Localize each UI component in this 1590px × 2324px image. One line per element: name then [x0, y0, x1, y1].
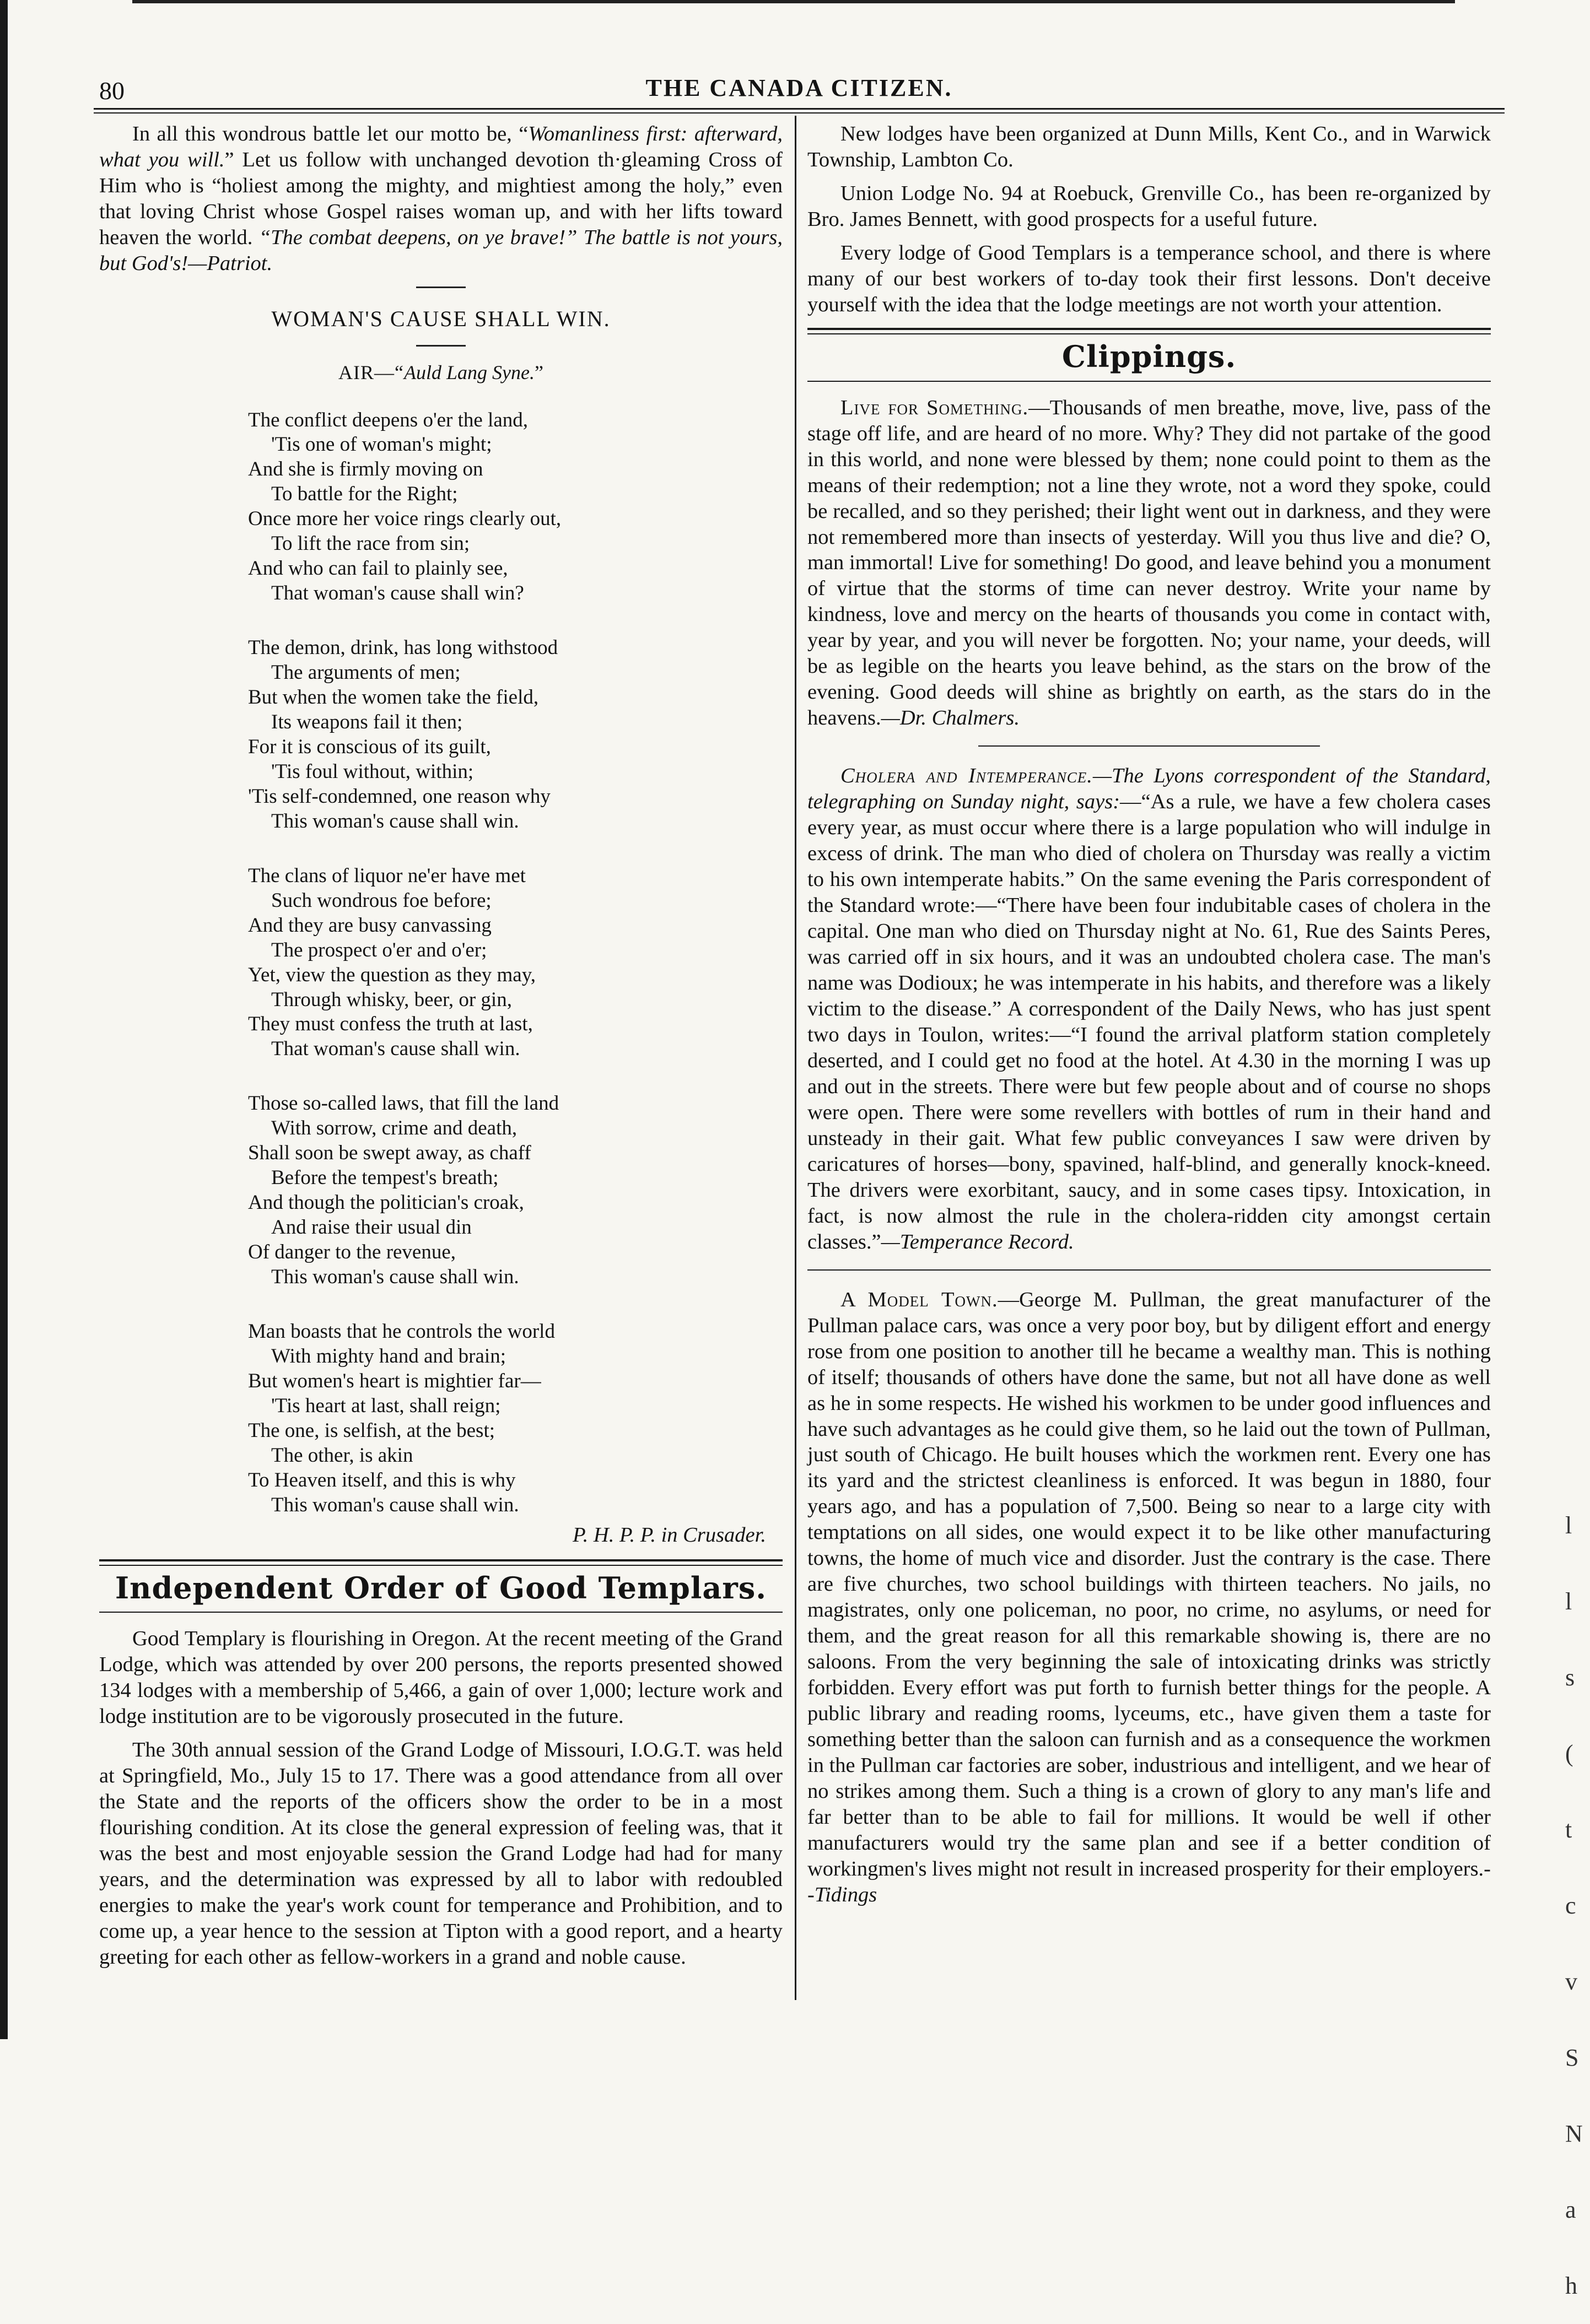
column-divider — [795, 116, 796, 2000]
section-double-rule — [99, 1559, 783, 1566]
cholera-article: Cholera and Intemperance.—The Lyons correspondent of the Standard, telegraphing on Sunday night, says:—“As a rule, we have a few cholera cases every year, as must occur where there is a large population who will indulge in excess of drink. The man who died of cholera on Thursday was really a victim to his own intemperate habits.” On the same evening the Paris correspondent of the Standard wrote:—“There have been four indubitable cases of cholera in the capital. One man who died on Thursday night at No. 61, Rue des Saints Peres, was carried off in six hours, and it was an undoubted cholera case. The man's name was Dodioux; he was intemperate in his habits, and therefore was a likely victim to the disease.” A correspondent of the Daily News, who has just spent two days in Toulon, writes:—“I found the arrival platform station completely deserted, and I could get no food at the hotel. At 4.30 in the morning I was up and out in the streets. There were but few people about and of course no shops were open. There were some revellers with bottles of rum in their hand and unsteady in their gait. What few public conveyances I saw were driven by caricatures of horses—bony, spavined, half-blind, and generally knock-kneed. The drivers were exorbitant, saucy, and in some cases tipsy. Intoxication, in fact, is now almost the rule in the cholera-ridden city amongst certain classes.”—Temperance Record. — [807, 764, 1491, 1253]
article-title: A Model Town. — [840, 1288, 998, 1311]
lodge-paragraph-2: Union Lodge No. 94 at Roebuck, Grenville Co., has been re-organized by Bro. James Bennett, with good prospects for a useful future. — [807, 181, 1491, 231]
clippings-heading: Clippings. — [1061, 338, 1237, 374]
section-rule — [416, 287, 466, 288]
iogt-paragraph-1: Good Templary is flourishing in Oregon. At the recent meeting of the Grand Lodge, which was attended by over 200 persons, the reports presented showed 134 lodges with a membership of 5,466, a gain of over 1,000; lecture work and lodge institution are to be vigorously prosecuted in the future. — [99, 1627, 783, 1728]
lodge-paragraph-1: New lodges have been organized at Dunn Mills, Kent Co., and in Warwick Township, Lambton Co. — [807, 122, 1491, 171]
lodge-paragraph-3: Every lodge of Good Templars is a temperance school, and there is where many of our best workers of to-day took their first lessons. Don't deceive yourself with the idea that the lodge meetings are not worth your attention. — [807, 241, 1491, 316]
iogt-paragraph-2: The 30th annual session of the Grand Lodge of Missouri, I.O.G.T. was held at Springfield, Mo., July 15 to 17. There was a good attendance from all over the State and the reports of the officers show the order to be in a most flourishing condition. At its close the general expression of feeling was, that it was the best and most enjoyable session the Grand Lodge had had for many years, and the determination was expressed by all to labor with redoubled energies to make the year's work count for temperance and Prohibition, and to come up, a year hence to the session at Tipton with a good report, and a hearty greeting for each other as fellow-workers in a grand and noble cause. — [99, 1738, 783, 1969]
poem-stanza-3: The clans of liquor ne'er have met Such wondrous foe before; And they are busy canvassing The prospect o'er and o'er; Yet, view the question as they may, Through whisky, beer, or gin, They must confess the truth at last, That woman's cause shall win. — [248, 864, 536, 1061]
article-rule — [978, 745, 1320, 747]
section-rule — [807, 381, 1491, 382]
header-rule-bottom — [94, 112, 1505, 114]
patriot-quote: “The combat deepens, on ye brave!” The battle is not yours, but God's!—Patriot. — [99, 225, 783, 275]
article-title: Cholera and Intemperance. — [840, 764, 1093, 788]
margin-fragments: l l s ( t c v S N a h — [1565, 1512, 1583, 2299]
iogt-heading: Independent Order of Good Templars. — [115, 1570, 767, 1606]
poem-stanza-2: The demon, drink, has long withstood The arguments of men; But when the women take the field, Its weapons fail it then; For it is conscious of its guilt, 'Tis foul without, within; 'Tis self-condemned, one reason why This woman's cause shall win. — [248, 636, 558, 833]
article-source: --Tidings — [807, 1857, 1491, 1906]
live-for-something-article: Live for Something.—Thousands of men breathe, move, live, pass of the stage off life, and are heard of no more. Why? They did not partake of the good in this world, and none were blessed by them; none could point to them as the means of their redemption; not a line they wrote, not a word they spoke, could be recalled, and so they perished; their light went out in darkness, and they were not remembered more than insects of yesterday. Will you thus live and die? O, man immortal! Live for something! Do good, and leave behind you a monument of virtue that the storms of time can never destroy. Write your name by kindness, love and mercy on the hearts of thousands you come in contact with, year by year, and you will never be forgotten. No; your name, your deeds, will be as legible on the hearts you leave behind, as the stars on the brow of the evening. Good deeds will shine as brightly on earth, as the stars do in the heavens.—Dr. Chalmers. — [807, 396, 1491, 730]
scan-edge — [0, 0, 8, 2039]
page-header — [94, 65, 1505, 109]
motto: Womanliness first: afterward, what you will. — [99, 122, 783, 171]
poem-title: WOMAN'S CAUSE SHALL WIN. — [271, 306, 611, 331]
article-source: —Dr. Chalmers. — [881, 706, 1020, 730]
right-column — [807, 121, 1491, 1916]
poem-air: AIR—“Auld Lang Syne.” — [338, 361, 543, 383]
scan-top-band — [132, 0, 1455, 3]
running-title: THE CANADA CITIZEN. — [645, 74, 953, 101]
poem-stanza-1: The conflict deepens o'er the land, 'Tis one of woman's might; And she is firmly moving on To battle for the Right; Once more her voice rings clearly out, To lift the race from sin; And who can fail to plainly see, That woman's cause shall win? — [248, 408, 562, 605]
poem-stanza-5: Man boasts that he controls the world With mighty hand and brain; But women's heart is mightier far— 'Tis heart at last, shall reign; The one, is selfish, at the best; The other, is akin To Heaven itself, and this is why This woman's cause shall win. — [248, 1320, 555, 1516]
model-town-article: A Model Town.—George M. Pullman, the great manufacturer of the Pullman palace cars, was once a very poor boy, but by diligent effort and energy rose from one position to another till he became a wealthy man. This is nothing of itself; thousands of others have done the same, but not all have done as well as he in some respects. He wished his workmen to be under good influences and have such advantages as he could give them, so he laid out the town of Pullman, just south of Chicago. He built houses which the workmen rent. Every one has its yard and the strictest cleanliness is enforced. It was begun in 1880, four years ago, and has a population of 7,500. Being so near to a large city with temptations on all sides, one would expect it to be like other manufacturing towns, the home of much vice and disorder. Just the contrary is the case. There are five churches, two school buildings with thirteen teachers. No jails, no magistrates, only one policeman, no poor, no crime, no asylums, or need for them, and the great reason for all this remarkable showing is, there are no saloons. From the very beginning the sale of intoxicating drinks was strictly forbidden. Every effort was put forth to furnish better things for the people. A public library and reading rooms, lyceums, etc., have given them a taste for something better than the saloon can furnish and as a consequence the workmen in the Pullman car factories are sober, industrious and intelligent, and we hear of no strikes among them. Such a thing is a crown of glory to any man's life and far better than to be able to fail for millions. It would be well if other manufacturers would try the same plan and see if a better condition of workingmen's lives might not result in increased prosperity for their employers.--Tidings — [807, 1288, 1491, 1906]
left-column — [99, 121, 783, 1978]
section-rule — [416, 345, 466, 347]
article-source: —Temperance Record. — [881, 1230, 1074, 1253]
article-title: Live for Something. — [840, 396, 1029, 419]
intro-paragraph: In all this wondrous battle let our motto be, “Womanliness first: afterward, what you will.” Let us follow with unchanged devotion th·gleaming Cross of Him who is “holiest among the mighty, and mightiest among the holy,” even that loving Christ whose Gospel raises woman up, and with her lifts toward heaven the world. “The combat deepens, on ye brave!” The battle is not yours, but God's!—Patriot. — [99, 122, 783, 275]
poem-attribution: P. H. P. P. in Crusader. — [573, 1523, 766, 1547]
article-rule — [807, 1269, 1491, 1271]
poem-stanza-4: Those so-called laws, that fill the land With sorrow, crime and death, Shall soon be swept away, as chaff Before the tempest's breath; And though the politician's croak, And raise their usual din Of danger to the revenue, This woman's cause shall win. — [248, 1092, 559, 1289]
page-number: 80 — [99, 77, 125, 105]
header-rule-top — [94, 108, 1505, 110]
section-double-rule — [807, 328, 1491, 334]
section-rule — [99, 1612, 783, 1613]
